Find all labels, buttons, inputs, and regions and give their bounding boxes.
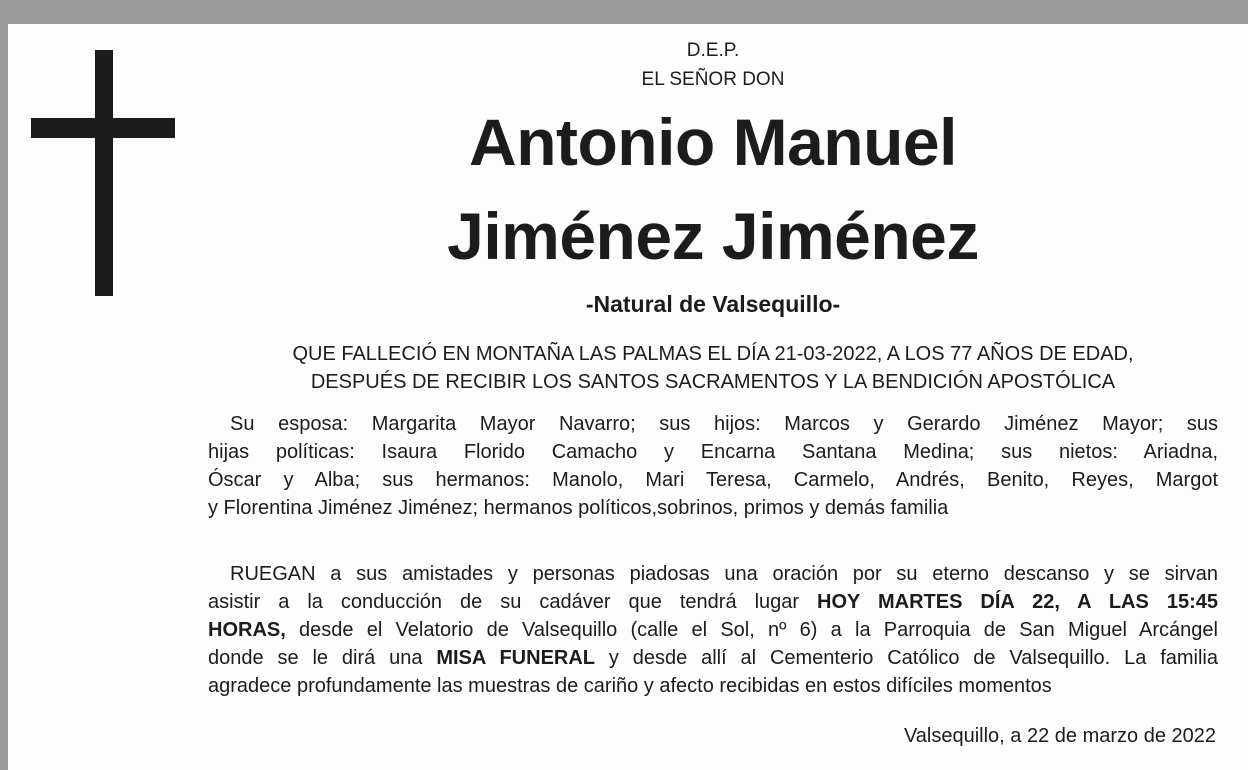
origin-label: -Natural de Valsequillo-: [585, 291, 841, 317]
misa-funeral: MISA FUNERAL: [436, 647, 596, 669]
obituary-card: [8, 24, 1248, 770]
death-notice: [198, 340, 1228, 396]
family-line: y Florentina Jiménez Jiménez; hermanos políticos,sobrinos, primos y demás familia: [208, 497, 949, 519]
request-line: RUEGAN a sus amistades y personas piadosas una oración por su eterno descanso y se sirvan: [230, 563, 1218, 585]
cross-vertical-bar: [95, 50, 113, 296]
family-line: Óscar y Alba; sus hermanos: Manolo, Mari Teresa, Carmelo, Andrés, Benito, Reyes, Margot: [208, 469, 1218, 491]
request-paragraph: [208, 560, 1218, 700]
funeral-time: HOY MARTES DÍA 22, A LAS 15:45: [817, 591, 1218, 613]
dep-label: D.E.P.: [686, 40, 740, 61]
funeral-time-hours: HORAS,: [208, 619, 286, 641]
request-text: desde el Velatorio de Valsequillo (calle el Sol, nº 6) a la Parroquia de San Miguel Arcángel: [285, 619, 1218, 641]
family-line: Su esposa: Margarita Mayor Navarro; sus hijos: Marcos y Gerardo Jiménez Mayor; sus: [230, 413, 1218, 435]
title-prefix: EL SEÑOR DON: [641, 69, 785, 90]
request-line: [208, 644, 1218, 672]
family-line: hijas políticas: Isaura Florido Camacho y Encarna Santana Medina; sus nietos: Ariadna,: [208, 441, 1218, 463]
place-date-signoff: Valsequillo, a 22 de marzo de 2022: [903, 725, 1216, 747]
request-text: asistir a la conducción de su cadáver que tendrá lugar: [208, 591, 818, 613]
deceased-name-line1: Antonio Manuel: [469, 105, 957, 179]
death-notice-line: DESPUÉS DE RECIBIR LOS SANTOS SACRAMENTOS Y LA BENDICIÓN APOSTÓLICA: [310, 371, 1116, 393]
request-line: agradece profundamente las muestras de cariño y afecto recibidas en estos difíciles momentos: [208, 675, 1052, 697]
request-line: [208, 588, 1218, 616]
request-line: [208, 616, 1218, 644]
cross-horizontal-bar: [31, 118, 175, 138]
request-text: donde se le dirá una: [208, 647, 437, 669]
request-text: y desde allí al Cementerio Católico de Valsequillo. La familia: [595, 647, 1218, 669]
deceased-name-line2: Jiménez Jiménez: [447, 199, 979, 273]
family-paragraph: [208, 410, 1218, 522]
death-notice-line: QUE FALLECIÓ EN MONTAÑA LAS PALMAS EL DÍA 21-03-2022, A LOS 77 AÑOS DE EDAD,: [292, 343, 1134, 365]
